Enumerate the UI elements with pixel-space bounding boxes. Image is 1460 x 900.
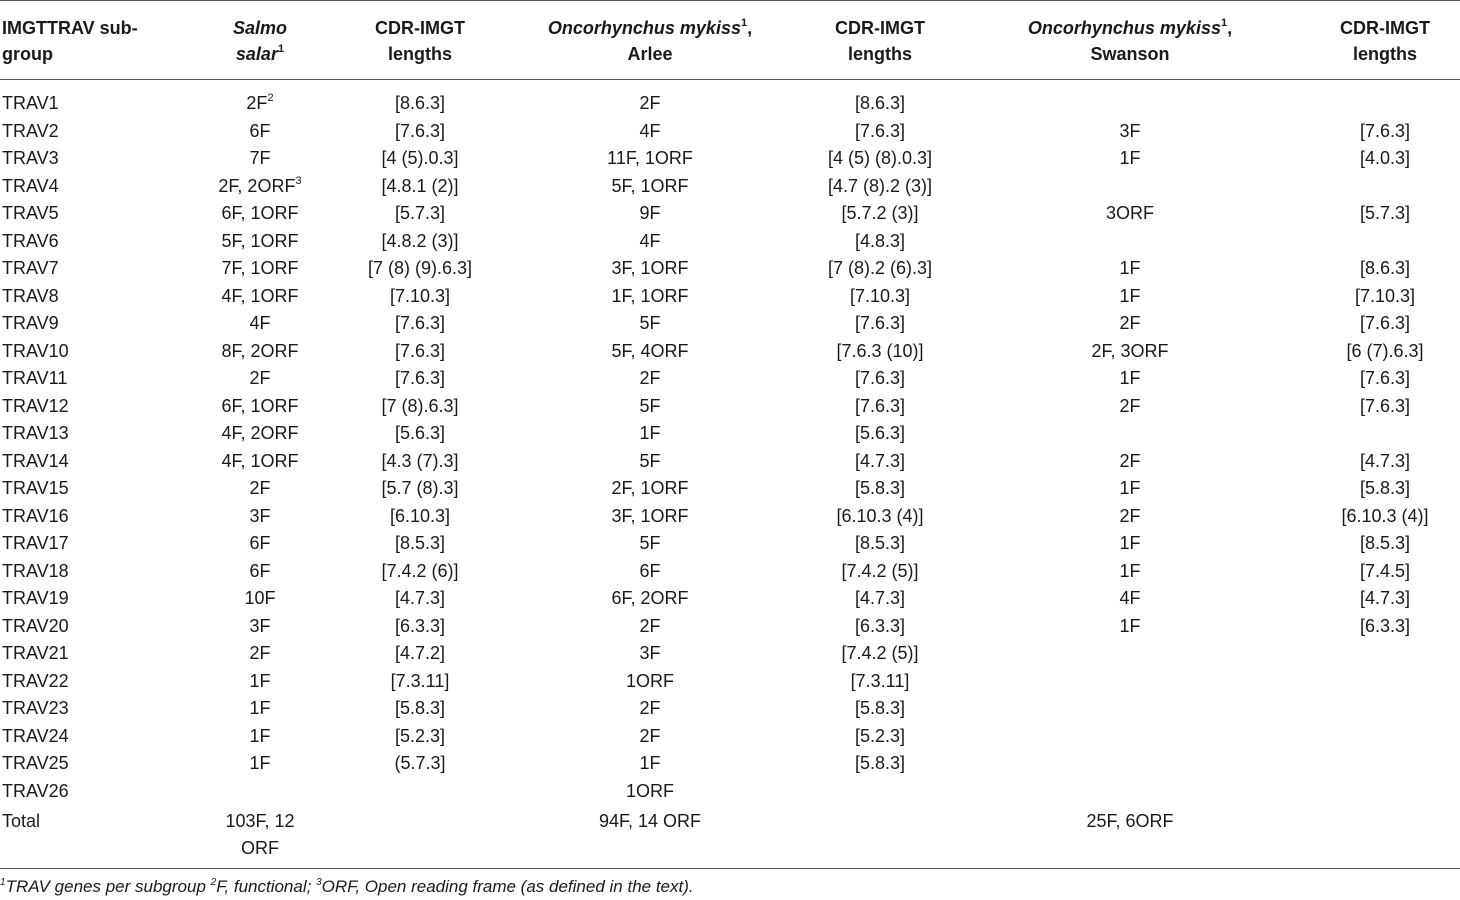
cell-arlee-count: 2F, 1ORF <box>611 478 689 498</box>
cell-total-label: Total <box>2 811 41 831</box>
cell-swanson-count <box>950 752 1310 780</box>
cell-arlee-count: 3F, 1ORF <box>611 258 689 278</box>
cell-salmo-salar-count: $2F^2$ <box>246 92 274 113</box>
table-row <box>0 367 1460 395</box>
cell-arlee-count: 6F, 2ORF <box>611 588 689 608</box>
cell-swanson-cdr <box>1310 642 1460 670</box>
cell-salmo-salar-count: 6F <box>249 560 271 581</box>
cell-swanson-count: 3F <box>1119 120 1141 141</box>
table-row <box>0 725 1460 753</box>
cell-arlee-cdr: [7 (8).2 (6).3] <box>827 258 933 278</box>
cell-salmo-salar-count: 1F <box>249 725 271 746</box>
table-row <box>0 532 1460 560</box>
cell-swanson-cdr: [7.6.3] <box>1359 368 1411 388</box>
cell-salmo-salar-count: 2F <box>249 478 271 498</box>
cell-salmo-salar-count: 7F <box>249 148 271 168</box>
cell-arlee-count: 5F <box>639 313 661 333</box>
cell-arlee-cdr: [5.2.3] <box>854 725 906 746</box>
cell-salmo-salar-count: 2F <box>249 643 271 663</box>
cell-swanson-cdr: [6 (7).6.3] <box>1346 340 1424 361</box>
cell-salmo-salar-count: 10F <box>244 588 276 608</box>
cell-swanson-cdr: [7.10.3] <box>1354 285 1416 306</box>
cell-salmo-salar-count: 1F <box>249 670 271 691</box>
cell-swanson-cdr <box>1310 230 1460 258</box>
cell-swanson-cdr: [5.8.3] <box>1359 478 1411 498</box>
cell-salmo-salar-count: 8F, 2ORF <box>221 340 299 361</box>
cell-arlee-cdr: [7.6.3] <box>854 395 906 416</box>
header-salmo-salar: Salmo salar$^1$ <box>170 1 350 80</box>
header-mykiss-swanson: Oncorhynchus mykiss$^1$, Swanson <box>950 1 1310 80</box>
table-row <box>0 340 1460 368</box>
cell-salmo-salar-cdr: [4.3 (7).3] <box>381 450 459 471</box>
cell-swanson-count: 4F <box>1119 588 1141 608</box>
table-row <box>0 615 1460 643</box>
cell-subgroup: TRAV3 <box>2 148 59 168</box>
table-row <box>0 642 1460 670</box>
cell-swanson-count: 3ORF <box>1105 203 1154 223</box>
cell-arlee-cdr: [7.4.2 (5)] <box>841 560 919 581</box>
table-row <box>0 80 1460 120</box>
cell-arlee-cdr: [4.7.3] <box>854 450 906 471</box>
cell-arlee-cdr: [7.6.3] <box>854 368 906 388</box>
cell-arlee-count: 3F <box>639 643 661 663</box>
cell-swanson-count: 2F <box>1119 313 1141 333</box>
cell-arlee-cdr: [6.3.3] <box>854 615 906 636</box>
cell-arlee-count: 1F <box>639 423 661 443</box>
table-row <box>0 670 1460 698</box>
cell-swanson-cdr <box>1310 422 1460 450</box>
table-row <box>0 147 1460 175</box>
cell-swanson-cdr: [7.6.3] <box>1359 395 1411 416</box>
cell-subgroup: TRAV7 <box>2 258 59 278</box>
cell-salmo-salar-count: 1F <box>249 698 271 718</box>
cell-swanson-count <box>950 80 1310 120</box>
cell-subgroup: TRAV18 <box>2 560 69 581</box>
cell-salmo-salar-cdr: [7.3.11] <box>390 670 450 691</box>
cell-swanson-count: 2F <box>1119 450 1141 471</box>
table-row <box>0 752 1460 780</box>
table-row <box>0 230 1460 258</box>
cell-salmo-salar-cdr <box>350 780 490 808</box>
cell-subgroup: TRAV19 <box>2 588 69 608</box>
cell-salmo-salar-cdr: [5.8.3] <box>394 698 446 718</box>
cell-arlee-count: 9F <box>639 203 661 223</box>
cell-salmo-salar-cdr: [5.6.3] <box>394 423 446 443</box>
cell-salmo-salar-cdr: [4.8.2 (3)] <box>381 230 459 251</box>
cell-arlee-cdr: [4 (5) (8).0.3] <box>827 148 933 168</box>
cell-arlee-count: 2F <box>639 93 661 113</box>
cell-subgroup: TRAV8 <box>2 285 59 306</box>
cell-salmo-salar-count: 1F <box>249 753 271 773</box>
cell-swanson-cdr <box>1310 752 1460 780</box>
cell-empty <box>350 807 490 870</box>
cell-arlee-cdr: [5.8.3] <box>854 478 906 498</box>
cell-arlee-count: 5F, 1ORF <box>611 175 689 196</box>
cell-arlee-count: 2F <box>639 725 661 746</box>
cell-swanson-cdr: [5.7.3] <box>1359 203 1411 223</box>
cell-swanson-cdr: [7.4.5] <box>1359 560 1411 581</box>
cell-swanson-count <box>950 422 1310 450</box>
cell-salmo-salar-count: 2F, 2ORF$^3$ <box>218 174 302 196</box>
cell-swanson-count: 2F <box>1119 395 1141 416</box>
cell-swanson-cdr: [6.3.3] <box>1359 615 1411 636</box>
cell-salmo-salar-cdr: [8.5.3] <box>394 533 446 553</box>
cell-swanson-cdr: [4.7.3] <box>1359 450 1411 471</box>
cell-swanson-count <box>950 697 1310 725</box>
cell-salmo-salar-count: 6F <box>249 120 271 141</box>
cell-salmo-salar-count: 6F, 1ORF <box>221 203 299 223</box>
cell-swanson-cdr: [4.0.3] <box>1359 148 1411 168</box>
header-cdr-lengths-arlee: CDR-IMGT lengths <box>810 1 950 80</box>
cell-salmo-salar-cdr: [7.4.2 (6)] <box>381 560 459 581</box>
cell-salmo-salar-cdr: [4 (5).0.3] <box>381 148 459 168</box>
cell-arlee-count: 3F, 1ORF <box>611 505 689 526</box>
cell-subgroup: TRAV9 <box>2 313 59 333</box>
cell-salmo-salar-cdr: [7.6.3] <box>394 340 446 361</box>
header-subgroup: IMGTTRAV sub- group <box>0 1 170 80</box>
cell-salmo-salar-cdr: [8.6.3] <box>394 93 446 113</box>
cell-salmo-salar-cdr: [5.2.3] <box>394 725 446 746</box>
table-row <box>0 587 1460 615</box>
cell-subgroup: TRAV13 <box>2 423 69 443</box>
cell-arlee-count: 1F, 1ORF <box>611 285 689 306</box>
cell-swanson-count <box>950 230 1310 258</box>
cell-salmo-salar-cdr: [6.3.3] <box>394 615 446 636</box>
cell-total-salmo-salar: 103F, 12 ORF <box>225 811 295 858</box>
cell-arlee-cdr: [8.5.3] <box>854 533 906 553</box>
cell-salmo-salar-count: 4F, 1ORF <box>221 285 299 306</box>
table-row <box>0 202 1460 230</box>
cell-salmo-salar-count: 5F, 1ORF <box>221 230 299 251</box>
cell-swanson-count: 2F <box>1119 505 1141 526</box>
cell-salmo-salar-cdr: [4.7.2] <box>394 643 446 663</box>
cell-swanson-cdr <box>1310 80 1460 120</box>
cell-arlee-cdr: [8.6.3] <box>854 93 906 113</box>
cell-arlee-cdr <box>810 780 950 808</box>
cell-arlee-count: 6F <box>639 560 661 581</box>
cell-arlee-count: 5F <box>639 395 661 416</box>
cell-total-swanson: 25F, 6ORF <box>1086 811 1174 831</box>
cell-subgroup: TRAV11 <box>2 368 68 388</box>
cell-arlee-cdr: [5.8.3] <box>854 698 906 718</box>
cell-salmo-salar-cdr: [5.7.3] <box>394 203 446 223</box>
cell-swanson-count: 1F <box>1119 533 1141 553</box>
table-row <box>0 450 1460 478</box>
cell-subgroup: TRAV16 <box>2 505 69 526</box>
cell-salmo-salar-count: 7F, 1ORF <box>221 258 299 278</box>
cell-salmo-salar-count: 4F <box>249 313 271 333</box>
cell-arlee-cdr: [4.8.3] <box>854 230 906 251</box>
cell-swanson-cdr <box>1310 697 1460 725</box>
cell-salmo-salar-count <box>170 780 350 808</box>
cell-salmo-salar-cdr: [5.7 (8).3] <box>381 478 459 498</box>
cell-subgroup: TRAV23 <box>2 698 69 718</box>
cell-empty <box>1310 807 1460 870</box>
table-row <box>0 505 1460 533</box>
cell-subgroup: TRAV4 <box>2 175 59 196</box>
cell-salmo-salar-count: 6F, 1ORF <box>221 395 299 416</box>
cell-subgroup: TRAV22 <box>2 670 69 691</box>
cell-salmo-salar-count: 3F <box>249 505 271 526</box>
cell-swanson-cdr: [4.7.3] <box>1359 588 1411 608</box>
cell-arlee-count: 4F <box>639 120 661 141</box>
cell-subgroup: TRAV17 <box>2 533 69 553</box>
cell-subgroup: TRAV26 <box>2 780 69 801</box>
table-row <box>0 697 1460 725</box>
cell-arlee-cdr: [5.8.3] <box>854 753 906 773</box>
cell-swanson-count: 1F <box>1119 478 1141 498</box>
table-footnote: $^1$TRAV genes per subgroup $^2$F, functional; $^3$ORF, Open reading frame (as defined in the text). <box>0 868 1460 897</box>
cell-subgroup: TRAV6 <box>2 230 59 251</box>
cell-salmo-salar-cdr: [7.6.3] <box>394 120 446 141</box>
table-row <box>0 257 1460 285</box>
cell-arlee-cdr: [7.6.3] <box>854 313 906 333</box>
cell-swanson-count: 2F, 3ORF <box>1091 340 1169 361</box>
cell-swanson-cdr <box>1310 175 1460 203</box>
cell-swanson-count: 1F <box>1119 258 1141 278</box>
cell-subgroup: TRAV21 <box>2 643 69 663</box>
cell-arlee-cdr: [7.4.2 (5)] <box>841 643 919 663</box>
table-body <box>0 80 1460 871</box>
cell-salmo-salar-cdr: [7 (8).6.3] <box>381 395 459 416</box>
cell-swanson-count <box>950 175 1310 203</box>
cell-salmo-salar-count: 2F <box>249 368 271 388</box>
cell-subgroup: TRAV24 <box>2 725 69 746</box>
cell-salmo-salar-cdr: (5.7.3] <box>394 753 446 773</box>
cell-salmo-salar-cdr: [4.7.3] <box>394 588 446 608</box>
header-cdr-lengths-swanson: CDR-IMGT lengths <box>1310 1 1460 80</box>
table-row <box>0 285 1460 313</box>
table-row <box>0 560 1460 588</box>
cell-arlee-cdr: [7.3.11] <box>850 670 910 691</box>
cell-swanson-cdr <box>1310 725 1460 753</box>
cell-swanson-cdr: [8.6.3] <box>1359 258 1411 278</box>
cell-salmo-salar-cdr: [7 (8) (9).6.3] <box>367 258 473 278</box>
cell-arlee-cdr: [7.6.3] <box>854 120 906 141</box>
header-mykiss-arlee: Oncorhynchus mykiss$^1$, Arlee <box>490 1 810 80</box>
cell-swanson-count <box>950 670 1310 698</box>
cell-swanson-count: 1F <box>1119 560 1141 581</box>
header-cdr-lengths-salmo: CDR-IMGT lengths <box>350 1 490 80</box>
cell-swanson-count: 1F <box>1119 368 1141 388</box>
cell-arlee-cdr: [5.6.3] <box>854 423 906 443</box>
cell-arlee-cdr: [4.7 (8).2 (3)] <box>827 175 933 196</box>
cell-subgroup: TRAV1 <box>2 93 59 113</box>
cell-arlee-count: 5F <box>639 450 661 471</box>
cell-subgroup: TRAV14 <box>2 450 69 471</box>
cell-salmo-salar-count: 4F, 2ORF <box>221 423 299 443</box>
cell-swanson-cdr: [6.10.3 (4)] <box>1341 505 1429 526</box>
cell-total-arlee: 94F, 14 ORF <box>598 811 702 831</box>
cell-salmo-salar-cdr: [6.10.3] <box>389 505 451 526</box>
table-row <box>0 477 1460 505</box>
table-row <box>0 312 1460 340</box>
table-row <box>0 395 1460 423</box>
cell-arlee-count: 1ORF <box>625 780 674 801</box>
cell-arlee-cdr: [6.10.3 (4)] <box>836 505 924 526</box>
table-row <box>0 422 1460 450</box>
cell-salmo-salar-count: 3F <box>249 615 271 636</box>
cell-swanson-count: 1F <box>1119 615 1141 636</box>
cell-salmo-salar-count: 4F, 1ORF <box>221 450 299 471</box>
cell-swanson-cdr <box>1310 780 1460 808</box>
cell-subgroup: TRAV12 <box>2 395 69 416</box>
cell-arlee-cdr: [7.10.3] <box>849 285 911 306</box>
cell-salmo-salar-cdr: [7.10.3] <box>389 285 451 306</box>
cell-arlee-count: 4F <box>639 230 661 251</box>
cell-arlee-cdr: [4.7.3] <box>854 588 906 608</box>
cell-salmo-salar-count: 6F <box>249 533 271 553</box>
cell-arlee-count: 1F <box>639 753 661 773</box>
cell-swanson-cdr: [7.6.3] <box>1359 313 1411 333</box>
cell-arlee-count: 11F, 1ORF <box>607 148 693 168</box>
cell-subgroup: TRAV5 <box>2 203 59 223</box>
cell-subgroup: TRAV2 <box>2 120 59 141</box>
table-row <box>0 175 1460 203</box>
cell-salmo-salar-cdr: [4.8.1 (2)] <box>381 175 459 196</box>
cell-arlee-count: 1ORF <box>625 670 674 691</box>
cell-swanson-cdr <box>1310 670 1460 698</box>
cell-swanson-count <box>950 642 1310 670</box>
cell-subgroup: TRAV15 <box>2 478 69 498</box>
table-row <box>0 780 1460 808</box>
cell-arlee-count: 2F <box>639 615 661 636</box>
cell-arlee-count: 2F <box>639 368 661 388</box>
table-row <box>0 120 1460 148</box>
cell-arlee-cdr: [7.6.3 (10)] <box>836 340 924 361</box>
cell-subgroup: TRAV20 <box>2 615 69 636</box>
cell-swanson-count <box>950 780 1310 808</box>
table-header-row <box>0 1 1460 80</box>
cell-arlee-cdr: [5.7.2 (3)] <box>841 203 919 223</box>
cell-subgroup: TRAV25 <box>2 753 69 773</box>
cell-empty <box>810 807 950 870</box>
cell-swanson-count: 1F <box>1119 148 1141 168</box>
cell-swanson-cdr: [7.6.3] <box>1359 120 1411 141</box>
cell-arlee-count: 2F <box>639 698 661 718</box>
cell-swanson-count <box>950 725 1310 753</box>
cell-swanson-count: 1F <box>1119 285 1141 306</box>
cell-salmo-salar-cdr: [7.6.3] <box>394 368 446 388</box>
cell-subgroup: TRAV10 <box>2 340 69 361</box>
cell-arlee-count: 5F <box>639 533 661 553</box>
cell-salmo-salar-cdr: [7.6.3] <box>394 313 446 333</box>
cell-arlee-count: 5F, 4ORF <box>611 340 689 361</box>
table-row-total <box>0 807 1460 870</box>
cell-swanson-cdr: [8.5.3] <box>1359 533 1411 553</box>
